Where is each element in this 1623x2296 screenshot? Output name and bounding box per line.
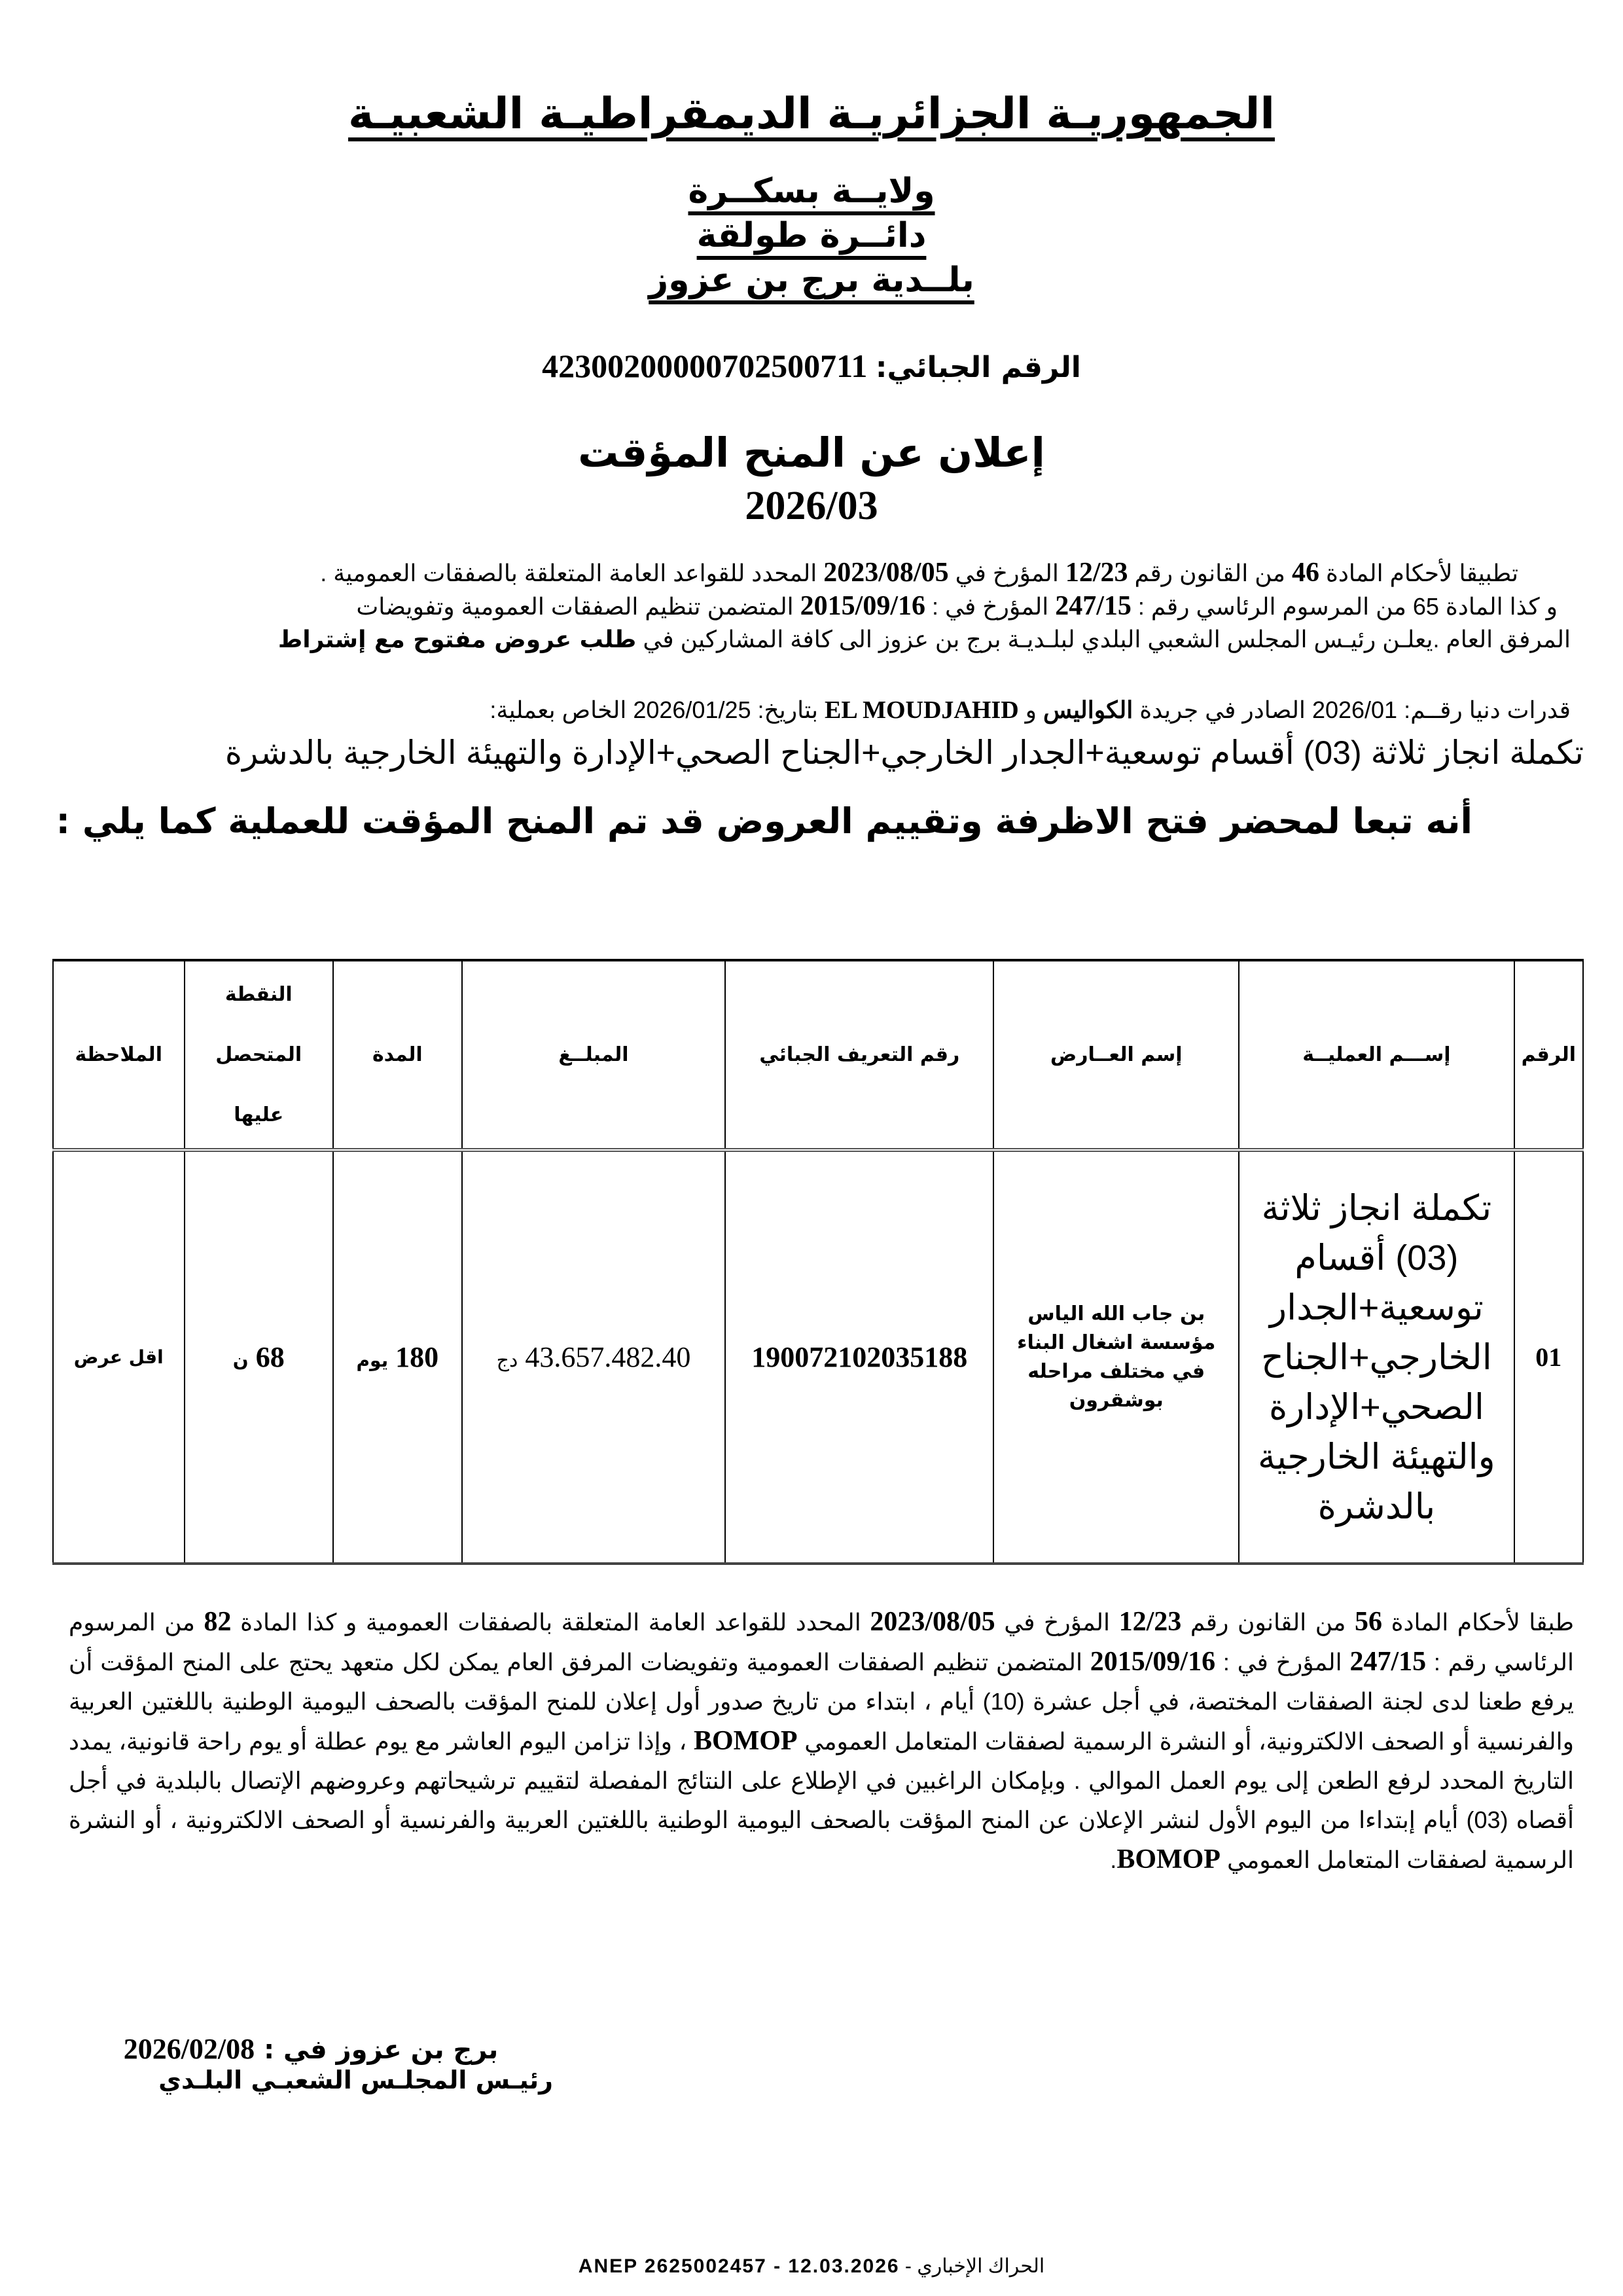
score-unit: ن: [232, 1350, 249, 1371]
daira-heading: دائــرة طولقة: [696, 216, 927, 255]
intro-statement: أنه تبعا لمحضر فتح الاظرفة وتقييم العروض قد تم المنح المؤقت للعملية كما يلي :: [56, 800, 1472, 842]
text: و: [1018, 696, 1044, 723]
anep-code: ANEP 2625002457 - 12.03.2026: [578, 2255, 900, 2277]
newspaper-1: الكواليس: [1043, 696, 1133, 723]
decree-date: 2015/09/16: [1090, 1647, 1216, 1677]
text: من المرسوم الرئاسي رقم :: [69, 1609, 1574, 1676]
preamble-line-2: [124, 590, 1571, 623]
law-number: 12/23: [1118, 1607, 1182, 1637]
header-duration: المدة: [333, 960, 462, 1150]
preamble-paragraph: [124, 556, 1571, 656]
republic-heading: الجمهوريـة الجزائريـة الديمقراطيـة الشعبيـة: [348, 88, 1275, 139]
bidder-company: مؤسسة اشغال البناء: [1017, 1331, 1216, 1354]
header-amount: المبلــغ: [462, 960, 726, 1150]
signature-role: رئيـس المجلـس الشعبـي البلـدي: [158, 2066, 553, 2094]
bomop-label: BOMOP: [693, 1726, 798, 1756]
publication-footer: [0, 2255, 1623, 2278]
text: من القانون رقم: [1128, 560, 1292, 586]
header-score-line-3: عليها: [234, 1103, 284, 1126]
results-table: [52, 959, 1584, 1565]
cell-score: [185, 1150, 333, 1564]
cell-number: 01: [1514, 1150, 1583, 1564]
article-number: 56: [1355, 1607, 1383, 1637]
header-tax-id: رقم التعريف الجبائي: [725, 960, 993, 1150]
text: المتضمن تنظيم الصفقات العمومية وتفويضات: [356, 593, 800, 620]
operation-title: تكملة انجاز ثلاثة (03) أقسام توسعية+الجدار الخارجي+الجناح الصحي+الإدارة والتهيئة الخارجية بالدشرة: [224, 734, 1584, 771]
cell-duration: [333, 1150, 462, 1564]
announcement-number: 2026/03: [745, 484, 878, 528]
text: المحدد للقواعد العامة المتعلقة بالصفقات العمومية .: [320, 560, 824, 586]
law-date: 2023/08/05: [870, 1607, 995, 1637]
decree-number: 247/15: [1055, 591, 1132, 621]
text: المرفق العام .يعلـن رئيـس المجلس الشعبي البلدي لبلـديـة برج بن عزوز الى كافة المشاركين في: [636, 626, 1571, 653]
tender-type: طلب عروض مفتوح مع إشتراط: [277, 626, 637, 653]
preamble-line-3: [124, 623, 1571, 656]
text: المؤرخ في: [995, 1609, 1119, 1636]
text: المحدد للقواعد العامة المتعلقة بالصفقات العمومية و كذا المادة: [231, 1609, 870, 1636]
header-number: الرقم: [1514, 960, 1583, 1150]
cell-note: اقل عرض: [53, 1150, 185, 1564]
text: المؤرخ في: [948, 560, 1065, 586]
announcement-title: إعلان عن المنح المؤقت: [578, 429, 1045, 476]
cell-bidder: [993, 1150, 1239, 1564]
text: قدرات دنيا رقــم: 2026/01 الصادر في جريدة: [1133, 696, 1571, 723]
header-operation: إســـم العمليــة: [1239, 960, 1514, 1150]
law-date: 2023/08/05: [823, 558, 949, 588]
bidder-company-2: في مختلف مراحله: [1027, 1359, 1205, 1383]
text: و كذا المادة 65 من المرسوم الرئاسي رقم :: [1131, 593, 1558, 620]
decree-date: 2015/09/16: [800, 591, 926, 621]
amount-value: 43.657.482.40: [525, 1341, 691, 1373]
header-score: [185, 960, 333, 1150]
signature-place-date: [69, 2032, 553, 2066]
law-number: 12/23: [1065, 558, 1128, 588]
bomop-label: BOMOP: [1116, 1844, 1221, 1874]
article-number-2: 82: [204, 1607, 232, 1637]
newspaper-2: EL MOUDJAHID: [825, 696, 1019, 724]
header-note: الملاحظة: [53, 960, 185, 1150]
signature-date: 2026/02/08: [123, 2033, 255, 2065]
tax-id-line: [0, 347, 1623, 385]
duration-value: 180: [395, 1341, 439, 1373]
bidder-location: بوشقرون: [1069, 1388, 1164, 1412]
header-score-line-2: المتحصل: [215, 1043, 302, 1066]
text: .: [1110, 1846, 1117, 1873]
duration-unit: يوم: [356, 1350, 389, 1371]
wilaya-heading: ولايــة بسكــرة: [688, 171, 935, 211]
preamble-line-1: [124, 556, 1571, 590]
preamble-line-4: [196, 694, 1571, 726]
cell-operation: تكملة انجاز ثلاثة (03) أقسام توسعية+الجدار الخارجي+الجناح الصحي+الإدارة والتهيئة الخارجية بالدشرة: [1239, 1150, 1514, 1564]
cell-amount: [462, 1150, 726, 1564]
table-header-row: [53, 960, 1583, 1150]
signature-block: [69, 2032, 553, 2094]
tax-id-value: 4230020000070250071​1: [542, 348, 868, 384]
text: المؤرخ في :: [925, 593, 1056, 620]
tax-id-label: الرقم الجبائي:: [875, 351, 1081, 384]
currency: دج: [496, 1349, 518, 1372]
text: المتضمن تنظيم الصفقات العمومية وتفويضات المرفق العام يمكن لكل متعهد يحتج على المنح المؤقت أن يرفع طعنا لدى لجنة الصفقات المختصة، في أجل عشرة (10) أيام ، ابتداء من تاريخ صدور أول إعلان للمنح المؤقت بالصحف اليومية الوطنية باللغتين العربية والفرنسية أو الصحف الالكترونية، أو النشرة الرسمية لصفقات المتعامل العمومي: [69, 1649, 1574, 1755]
text: ، وإذا تزامن اليوم العاشر مع يوم عطلة أو يوم راحة قانونية، يمدد التاريخ المحدد لرفع الطعن إلى يوم العمل الموالي . وبإمكان الراغبين في الإطلاع على النتائج المفصلة لتقييم ترشيحاتهم وعروضهم الإتصال بالبلدية في أجل أقصاه (03) أيام إبتداءا من اليوم الأول لنشر الإعلان عن المنح المؤقت بالصحف اليومية الوطنية باللغتين العربية والفرنسية أو الصحف الالكترونية ، أو النشرة الرسمية لصفقات المتعامل العمومي: [69, 1728, 1575, 1873]
baladia-heading: بلــدية برج بن عزوز: [649, 260, 974, 300]
score-value: 68: [255, 1341, 285, 1373]
newspaper-name: - الحراك الإخباري: [899, 2255, 1045, 2277]
decree-number: 247/15: [1349, 1647, 1427, 1677]
header-score-line-1: النقطة: [224, 982, 293, 1006]
text: المؤرخ في :: [1215, 1649, 1350, 1676]
text: من القانون رقم: [1181, 1609, 1355, 1636]
cell-tax-id: 190072102035188: [725, 1150, 993, 1564]
text: طبقا لأحكام المادة: [1382, 1609, 1574, 1636]
text: تطبيقا لأحكام المادة: [1319, 560, 1518, 586]
header-bidder: إسم العــارض: [993, 960, 1239, 1150]
signature-place: برج بن عزوز في :: [255, 2035, 499, 2065]
text: بتاريخ: 2026/01/25 الخاص بعملية:: [490, 696, 825, 723]
bidder-name: بن جاب الله الياس: [1027, 1302, 1205, 1325]
table-row: [53, 1150, 1583, 1564]
article-number: 46: [1291, 558, 1319, 588]
appeal-paragraph: [69, 1602, 1574, 1880]
